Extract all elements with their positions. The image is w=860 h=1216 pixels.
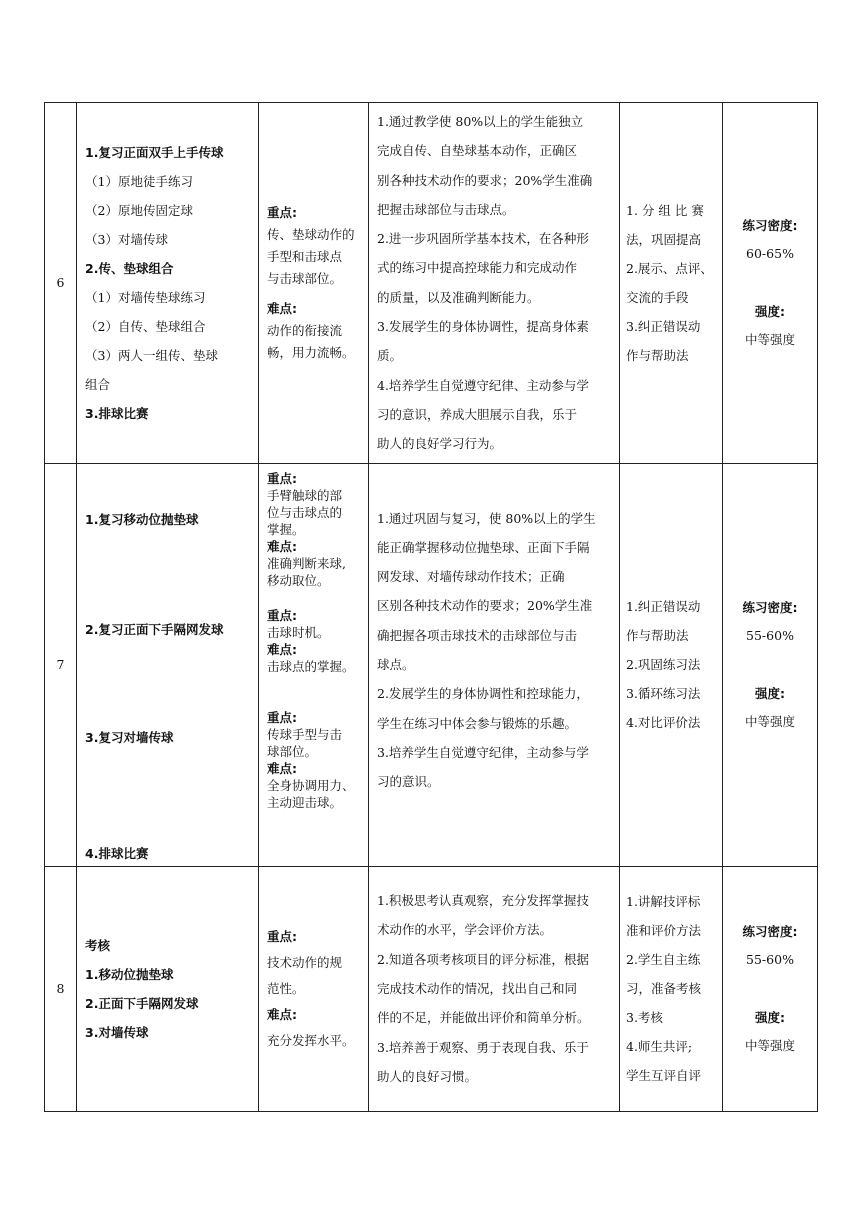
content-item: （1）对墙传垫球练习 xyxy=(85,289,206,305)
method-line: 1.纠正错误动 xyxy=(626,599,701,615)
intensity-value: 中等强度 xyxy=(744,331,795,347)
goals-cell xyxy=(369,103,620,464)
content-item: 2.传、垫球组合 xyxy=(85,260,174,276)
table-row xyxy=(45,866,818,1111)
methods-cell xyxy=(620,866,723,1111)
focus-text: 传球手型与击 xyxy=(267,726,343,742)
goal-line: 伴的不足，并能做出评价和简单分析。 xyxy=(377,1010,590,1026)
focus-text: 位与击球点的 xyxy=(267,504,343,520)
method-line: 交流的手段 xyxy=(626,289,689,305)
focus-label: 重点: xyxy=(267,928,297,944)
content-item: 3.对墙传球 xyxy=(85,1024,149,1040)
method-line: 4.师生共评; xyxy=(626,1039,693,1055)
focus-text: 传、垫球动作的 xyxy=(267,226,355,242)
goal-line: 习的意识。 xyxy=(377,774,440,790)
content-cell xyxy=(77,463,259,866)
methods-cell xyxy=(620,463,723,866)
content-item: （3）对墙传球 xyxy=(85,231,168,247)
goal-line: 球点。 xyxy=(377,657,415,673)
content-item: 4.排球比赛 xyxy=(85,845,149,861)
focus-text: 击球时机。 xyxy=(267,624,330,640)
method-line: 1.讲解技评标 xyxy=(626,894,701,910)
content-item: （3）两人一组传、垫球 xyxy=(85,347,218,363)
method-line: 2.学生自主练 xyxy=(626,952,701,968)
goal-line: 助人的良好习惯。 xyxy=(377,1068,478,1084)
goal-line: 质。 xyxy=(377,348,403,364)
method-line: 习，准备考核 xyxy=(626,981,702,997)
difficulty-label: 难点: xyxy=(267,760,297,776)
goals-cell xyxy=(369,463,620,866)
method-line: 作与帮助法 xyxy=(626,347,689,363)
methods-cell xyxy=(620,103,723,464)
content-item: （2）原地传固定球 xyxy=(85,202,193,218)
method-line: 3.考核 xyxy=(626,1010,663,1026)
content-item: 2.正面下手隔网发球 xyxy=(85,995,199,1011)
goal-line: 网发球、对墙传球动作技术；正确 xyxy=(377,569,565,585)
focus-label: 重点: xyxy=(267,709,297,725)
content-item: 3.复习对墙传球 xyxy=(85,729,174,745)
content-item: 1.复习正面双手上手传球 xyxy=(85,144,224,160)
table-row xyxy=(45,463,818,866)
focus-label: 重点: xyxy=(267,204,297,220)
goal-line: 1.通过教学使 80%以上的学生能独立 xyxy=(377,114,584,129)
goal-line: 别各种技术动作的要求；20%学生准确 xyxy=(377,172,593,188)
goal-line: 的质量，以及准确判断能力。 xyxy=(377,289,540,305)
goal-line: 学生在练习中体会参与锻炼的乐趣。 xyxy=(377,715,578,731)
goal-line: 式的练习中提高控球能力和完成动作 xyxy=(377,260,578,276)
method-line: 2.展示、点评、 xyxy=(626,260,713,276)
goal-line: 能正确掌握移动位抛垫球、正面下手隔 xyxy=(377,539,590,555)
goal-line: 1.积极思考认真观察，充分发挥掌握技 xyxy=(377,893,589,909)
density-value: 60-65% xyxy=(746,245,794,261)
row-number: 8 xyxy=(45,866,77,1111)
method-line: 4.对比评价法 xyxy=(626,715,701,731)
method-line: 学生互评自评 xyxy=(626,1068,702,1084)
focus-label: 重点: xyxy=(267,470,297,486)
content-item: 组合 xyxy=(85,376,111,392)
focus-text: 手型和击球点 xyxy=(267,248,343,264)
goal-line: 把握击球部位与击球点。 xyxy=(377,201,515,217)
method-line: 2.巩固练习法 xyxy=(626,657,701,673)
goals-cell xyxy=(369,866,620,1111)
intensity-label: 强度: xyxy=(755,1009,785,1025)
keypoints-cell xyxy=(259,103,369,464)
density-label: 练习密度: xyxy=(742,923,798,939)
method-line: 法，巩固提高 xyxy=(626,231,702,247)
difficulty-label: 难点: xyxy=(267,641,297,657)
content-item: 2.复习正面下手隔网发球 xyxy=(85,621,224,637)
goal-line: 完成自传、自垫球基本动作，正确区 xyxy=(377,143,578,159)
method-line: 准和评价方法 xyxy=(626,923,702,939)
goal-line: 术动作的水平，学会评价方法。 xyxy=(377,922,553,938)
method-line: 3.纠正错误动 xyxy=(626,318,701,334)
row-number: 7 xyxy=(45,463,77,866)
content-item: （2）自传、垫球组合 xyxy=(85,318,206,334)
difficulty-text: 准确判断来球, xyxy=(267,555,346,571)
difficulty-text: 动作的衔接流 xyxy=(267,322,343,338)
goal-line: 确把握各项击球技术的击球部位与击 xyxy=(377,627,578,643)
goal-line: 完成技术动作的情况，找出自己和同 xyxy=(377,980,578,996)
content-item: （1）原地徒手练习 xyxy=(85,173,193,189)
focus-text: 手臂触球的部 xyxy=(267,487,343,503)
density-cell xyxy=(723,103,818,464)
goal-line: 助人的良好学习行为。 xyxy=(377,436,503,452)
method-line: 作与帮助法 xyxy=(626,628,689,644)
goal-line: 3.培养善于观察、勇于表现自我、乐于 xyxy=(377,1039,589,1055)
focus-text: 球部位。 xyxy=(267,743,318,759)
difficulty-label: 难点: xyxy=(267,1006,297,1022)
row-number: 6 xyxy=(45,103,77,464)
content-item: 3.排球比赛 xyxy=(85,405,149,421)
difficulty-text: 移动取位。 xyxy=(267,572,330,588)
method-line: 1. 分 组 比 赛 xyxy=(626,202,704,218)
keypoints-cell xyxy=(259,463,369,866)
goal-line: 2.知道各项考核项目的评分标准，根据 xyxy=(377,951,589,967)
focus-text: 范性。 xyxy=(267,980,305,996)
density-cell xyxy=(723,866,818,1111)
difficulty-text: 畅，用力流畅。 xyxy=(267,344,355,360)
intensity-value: 中等强度 xyxy=(744,713,795,729)
intensity-label: 强度: xyxy=(755,685,785,701)
goal-line: 区别各种技术动作的要求；20%学生准 xyxy=(377,598,593,614)
density-value: 55-60% xyxy=(746,627,794,643)
focus-text: 与击球部位。 xyxy=(267,270,343,286)
goal-line: 2.发展学生的身体协调性和控球能力， xyxy=(377,686,589,702)
method-line: 3.循环练习法 xyxy=(626,686,701,702)
content-item: 考核 xyxy=(85,937,111,953)
content-cell xyxy=(77,103,259,464)
density-cell xyxy=(723,463,818,866)
difficulty-label: 难点: xyxy=(267,300,297,316)
goal-line: 2.进一步巩固所学基本技术，在各种形 xyxy=(377,231,589,247)
difficulty-text: 主动迎击球。 xyxy=(267,794,343,810)
goal-line: 3.培养学生自觉遵守纪律，主动参与学 xyxy=(377,744,589,760)
goal-line: 4.培养学生自觉遵守纪律、主动参与学 xyxy=(377,377,589,393)
density-value: 55-60% xyxy=(746,951,794,967)
goal-line: 3.发展学生的身体协调性，提高身体素 xyxy=(377,319,589,335)
lesson-plan-table xyxy=(44,102,818,1112)
focus-text: 掌握。 xyxy=(267,521,305,537)
difficulty-text: 全身协调用力、 xyxy=(267,777,355,793)
intensity-value: 中等强度 xyxy=(744,1037,795,1053)
content-cell xyxy=(77,866,259,1111)
intensity-label: 强度: xyxy=(755,303,785,319)
keypoints-cell xyxy=(259,866,369,1111)
content-item: 1.移动位抛垫球 xyxy=(85,966,174,982)
focus-label: 重点: xyxy=(267,607,297,623)
difficulty-text: 充分发挥水平。 xyxy=(267,1032,355,1048)
content-item: 1.复习移动位抛垫球 xyxy=(85,511,199,527)
goal-line: 1.通过巩固与复习，使 80%以上的学生 xyxy=(377,510,596,526)
goal-line: 习的意识，养成大胆展示自我，乐于 xyxy=(377,406,578,422)
difficulty-text: 击球点的掌握。 xyxy=(267,658,355,674)
focus-text: 技术动作的规 xyxy=(267,954,343,970)
table-row xyxy=(45,103,818,464)
density-label: 练习密度: xyxy=(742,217,798,233)
difficulty-label: 难点: xyxy=(267,538,297,554)
density-label: 练习密度: xyxy=(742,599,798,615)
